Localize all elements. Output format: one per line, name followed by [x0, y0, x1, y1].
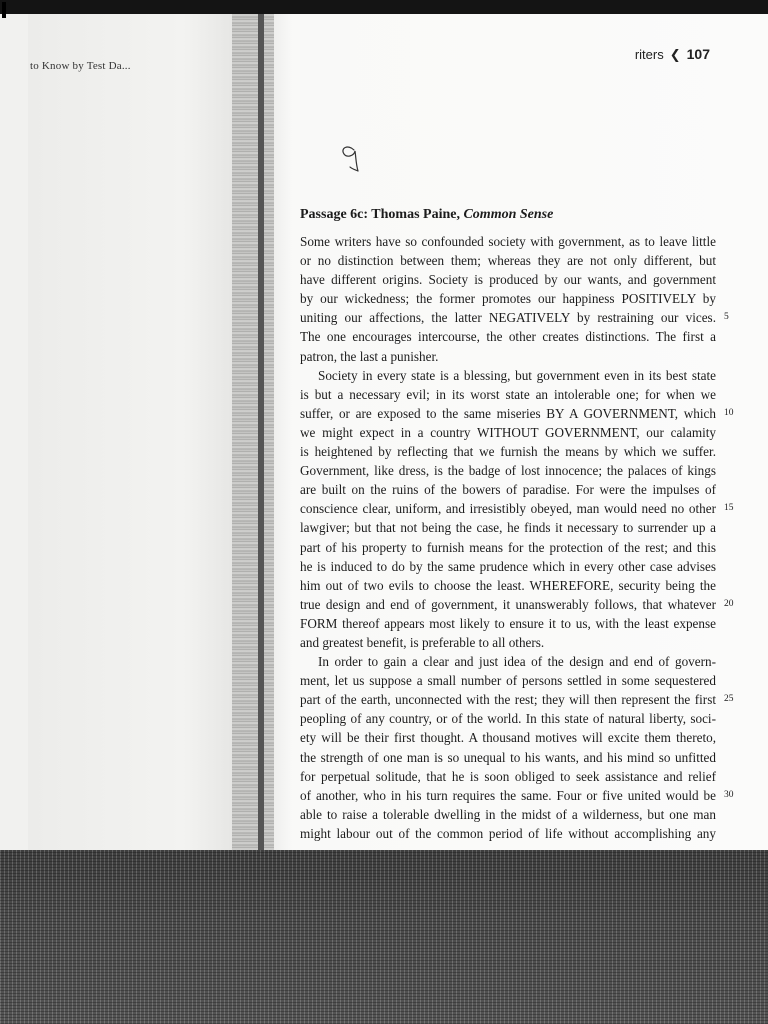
- passage-line: [300, 824, 716, 843]
- passage-line: [300, 327, 716, 346]
- passage-line-text: is heightened by reflecting that we furnish the means by which we suffer.: [300, 444, 716, 460]
- passage-line-text: peopling of any country, or of the world. In this state of natural liberty, soci-: [300, 711, 716, 727]
- passage-line-text: is but a necessary evil; in its worst state an intolerable one; for when we: [300, 386, 716, 402]
- passage-line-text: ment, let us suppose a small number of persons settled in some sequestered: [300, 673, 716, 689]
- page-number: 107: [686, 46, 710, 62]
- passage-body: [300, 232, 734, 843]
- passage-line: [300, 576, 716, 595]
- book-gutter: [232, 14, 274, 859]
- passage-line-text: of another, who in his turn requires the same. Four or five united would be: [300, 787, 716, 803]
- passage-line-text: true design and end of government, it unanswerably follows, that whatever: [300, 596, 716, 612]
- passage-line-text: uniting our affections, the latter NEGATIVELY by restraining our vices.: [300, 310, 716, 326]
- passage-line: [300, 461, 716, 480]
- passage-line-text: Government, like dress, is the badge of lost innocence; the palaces of kings: [300, 463, 716, 479]
- passage-line-text: and greatest benefit, is preferable to all others.: [300, 634, 545, 650]
- passage-line-text: ety will be their first thought. A thousand motives will excite them thereto,: [300, 730, 716, 746]
- passage-line-text: conscience clear, uniform, and irresistibly obeyed, man would need no other: [300, 501, 716, 517]
- passage-line: [300, 728, 716, 747]
- passage-line-text: FORM thereof appears most likely to ensure it to us, with the least expense: [300, 615, 716, 631]
- passage-line: [300, 671, 716, 690]
- scan-top-edge: [0, 0, 768, 14]
- passage-line: [300, 251, 716, 270]
- passage-line: [300, 709, 716, 728]
- passage-line: [300, 308, 729, 327]
- passage-line-text: the strength of one man is so unequal to his wants, and his mind so unfitted: [300, 749, 716, 765]
- passage-line: [300, 423, 716, 442]
- passage-line: [300, 633, 716, 652]
- passage-line: [300, 366, 716, 385]
- scan-registration-mark: [2, 2, 6, 18]
- passage-line-text: might labour out of the common period of life without accomplishing any: [300, 825, 716, 841]
- passage-title: [300, 207, 553, 223]
- passage-line: [300, 385, 716, 404]
- passage-line: [300, 404, 734, 423]
- passage-line-text: part of his property to furnish means for the protection of the rest; and this: [300, 539, 716, 555]
- passage-line: [300, 652, 716, 671]
- passage-line-text: him out of two evils to choose the least. WHEREFORE, security being the: [300, 577, 716, 593]
- scan-bottom-shadow: [0, 850, 768, 1024]
- passage-line: [300, 595, 734, 614]
- passage-line: [300, 289, 716, 308]
- running-head: [635, 46, 710, 63]
- passage-line-text: Some writers have so confounded society with government, as to leave little: [300, 234, 716, 249]
- passage-line-text: suffer, or are exposed to the same miseries BY A GOVERNMENT, which: [300, 405, 716, 421]
- passage-line: [300, 499, 734, 518]
- passage-line: [300, 614, 716, 633]
- passage-line: [300, 690, 734, 709]
- line-number: 30: [724, 789, 734, 800]
- passage-label: Passage 6c: Thomas Paine,: [300, 207, 464, 222]
- passage-line: [300, 557, 716, 576]
- passage-line-text: or no distinction between them; whereas they are not only different, but: [300, 253, 716, 269]
- passage-line-text: lawgiver; but that not being the case, he finds it necessary to surrender up a: [300, 520, 716, 536]
- passage-line: [300, 538, 716, 557]
- running-head-text: riters: [634, 47, 664, 62]
- passage-line: [300, 270, 716, 289]
- passage-line: [300, 767, 716, 786]
- passage-line-text: have different origins. Society is produced by our wants, and government: [300, 272, 716, 288]
- passage-line-text: we might expect in a country WITHOUT GOVERNMENT, our calamity: [300, 424, 716, 440]
- passage-line-text: Society in every state is a blessing, but government even in its best state: [318, 367, 716, 383]
- work-title: Common Sense: [463, 207, 554, 222]
- left-page: [28, 14, 250, 859]
- passage-line: [300, 480, 716, 499]
- handwritten-nine-icon: [336, 140, 366, 176]
- line-number: 5: [724, 312, 729, 323]
- passage-line: [300, 442, 716, 461]
- passage-line-text: he is induced to do by the same prudence which in every other case advises: [300, 558, 716, 574]
- passage-line-text: by our wickedness; the former promotes our happiness POSITIVELY by: [300, 291, 716, 307]
- passage-line: [300, 748, 716, 767]
- line-number: 15: [724, 503, 734, 514]
- left-page-running-head: to Know by Test Da...: [30, 60, 131, 72]
- passage-line-text: able to raise a tolerable dwelling in the midst of a wilderness, but one man: [300, 806, 716, 822]
- passage-line: [300, 347, 716, 366]
- passage-line-text: are built on the ruins of the bowers of paradise. For were the impulses of: [300, 482, 716, 498]
- chevron-left-icon: ❮: [669, 47, 681, 62]
- passage-line-text: for perpetual solitude, that he is soon obliged to seek assistance and relief: [300, 768, 716, 784]
- passage-line: [300, 786, 734, 805]
- passage-line: [300, 518, 716, 537]
- line-number: 20: [724, 598, 734, 609]
- passage-line-text: part of the earth, unconnected with the rest; they will then represent the first: [300, 692, 716, 708]
- passage-line: [300, 232, 716, 251]
- passage-line-text: In order to gain a clear and just idea of the design and end of govern-: [318, 654, 716, 670]
- handwritten-mark: [336, 140, 366, 176]
- passage-line: [300, 805, 716, 824]
- passage-line-text: patron, the last a punisher.: [300, 348, 439, 364]
- line-number: 10: [724, 407, 734, 418]
- passage-line-text: The one encourages intercourse, the other creates distinctions. The first a: [300, 329, 716, 345]
- line-number: 25: [724, 694, 734, 705]
- gutter-shadow: [258, 14, 264, 859]
